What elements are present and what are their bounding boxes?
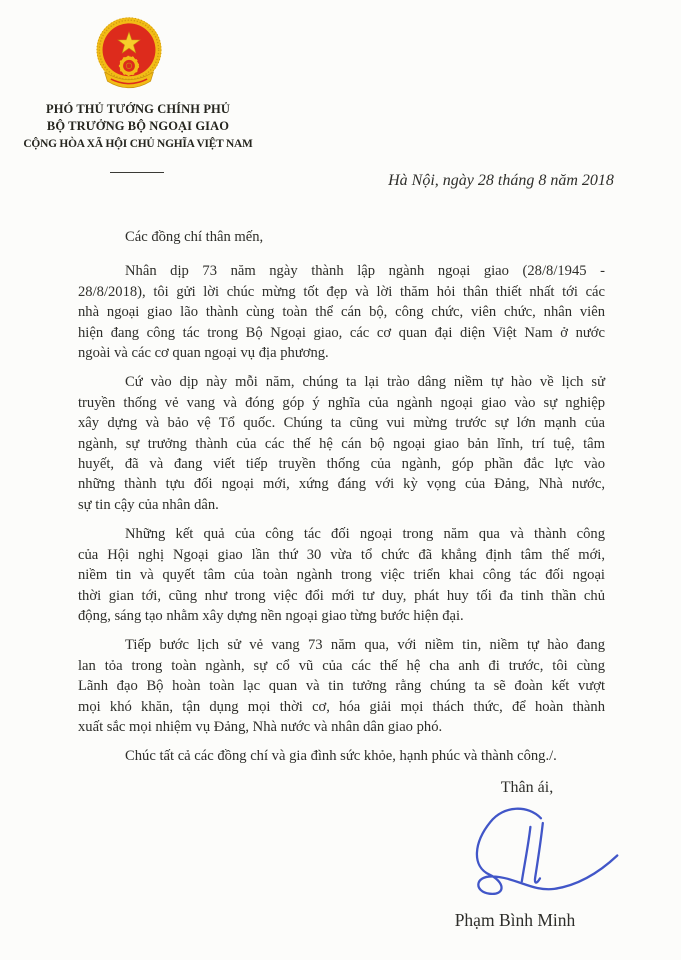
paragraph	[78, 261, 605, 363]
paragraph-line: xây dựng và bảo vệ Tổ quốc. Chúng ta cũng vui mừng trước sự lớn mạnh của	[78, 415, 605, 432]
paragraph-line: những thành tựu đối ngoại mới, xứng đáng với kỳ vọng của Đảng, Nhà nước,	[78, 476, 605, 493]
paragraph-line: Cứ vào dịp này mỗi năm, chúng ta lại trào dâng niềm tự hào về lịch sử	[125, 374, 605, 391]
handwritten-signature-icon	[448, 803, 630, 908]
paragraph-line: truyền thống vẻ vang và đóng góp ý nghĩa của ngành ngoại giao vào sự nghiệp	[78, 394, 605, 411]
paragraph-line: Nhân dịp 73 năm ngày thành lập ngành ngoại giao (28/8/1945 -	[125, 263, 605, 280]
paragraph-line: thời gian tới, cũng như trong việc đổi mới tư duy, phát huy tối đa tinh thần chủ	[78, 587, 605, 604]
paragraph-line: ngành, sự trưởng thành của các thế hệ cán bộ ngoại giao bản lĩnh, trí tuệ, tâm	[78, 435, 605, 452]
dateline: Hà Nội, ngày 28 tháng 8 năm 2018	[388, 172, 614, 189]
letterhead-title-line2: BỘ TRƯỞNG BỘ NGOẠI GIAO	[46, 119, 230, 134]
paragraph-line: Tiếp bước lịch sử vẻ vang 73 năm qua, với niềm tin, niềm tự hào đang	[125, 637, 605, 654]
paragraph-line: sự tin cậy của nhân dân.	[78, 496, 219, 513]
paragraph-line: động, sáng tạo nhằm xây dựng nền ngoại giao từng bước hiện đại.	[78, 607, 464, 624]
paragraph-line: mọi khó khăn, tận dụng mọi thời cơ, hóa giải mọi thách thức, để hoàn thành	[78, 698, 605, 715]
paragraph	[78, 746, 605, 766]
letterhead	[10, 101, 266, 153]
paragraph-line: Những kết quả của công tác đối ngoại trong năm qua và thành công	[125, 526, 605, 543]
letterhead-title-line1: PHÓ THỦ TƯỚNG CHÍNH PHỦ	[45, 102, 231, 116]
paragraph-line: niềm tin và quyết tâm của toàn ngành trong việc triển khai công tác đối ngoại	[78, 567, 605, 584]
letter-body-paragraphs	[78, 261, 605, 766]
paragraph-line: hiện đang công tác trong Bộ Ngoại giao, các cơ quan đại diện Việt Nam ở nước	[78, 324, 605, 341]
letterhead-rule	[110, 172, 164, 173]
signer-name: Phạm Bình Minh	[454, 910, 576, 930]
paragraph-line: ngoài và các cơ quan ngoại vụ địa phương.	[78, 345, 329, 362]
paragraph	[78, 524, 605, 626]
vietnam-national-emblem-icon	[94, 15, 164, 95]
paragraph	[78, 372, 605, 515]
paragraph-line: lan tỏa trong toàn ngành, sự cổ vũ của các thế hệ cha anh đi trước, tôi cùng	[78, 657, 605, 674]
paragraph-line: Lãnh đạo Bộ hoàn toàn lạc quan và tin tưởng rằng chúng ta sẽ đoàn kết vượt	[78, 678, 605, 695]
valediction: Thân ái,	[500, 779, 554, 796]
paragraph-line: nhà ngoại giao lão thành cùng toàn thể cán bộ, công chức, viên chức, nhân viên	[78, 304, 605, 321]
paragraph-line: Chúc tất cả các đồng chí và gia đình sức khỏe, hạnh phúc và thành công./.	[125, 748, 557, 765]
letterhead-title-line3: CỘNG HÒA XÃ HỘI CHỦ NGHĨA VIỆT NAM	[23, 137, 253, 150]
letter-body	[78, 227, 605, 767]
paragraph-line: huyết, đã và đang viết tiếp truyền thống của ngành, góp phần đắc lực vào	[78, 456, 605, 473]
paragraph-line: 28/8/2018), tôi gửi lời chúc mừng tốt đẹp và lời thăm hỏi thân thiết nhất tới các	[78, 283, 605, 300]
paragraph-line: xuất sắc mọi nhiệm vụ Đảng, Nhà nước và nhân dân giao phó.	[78, 718, 443, 735]
paragraph	[78, 635, 605, 737]
salutation: Các đồng chí thân mến,	[125, 229, 264, 245]
paragraph-line: của Hội nghị Ngoại giao lần thứ 30 vừa tổ chức đã khẳng định tâm thế mới,	[78, 546, 605, 563]
